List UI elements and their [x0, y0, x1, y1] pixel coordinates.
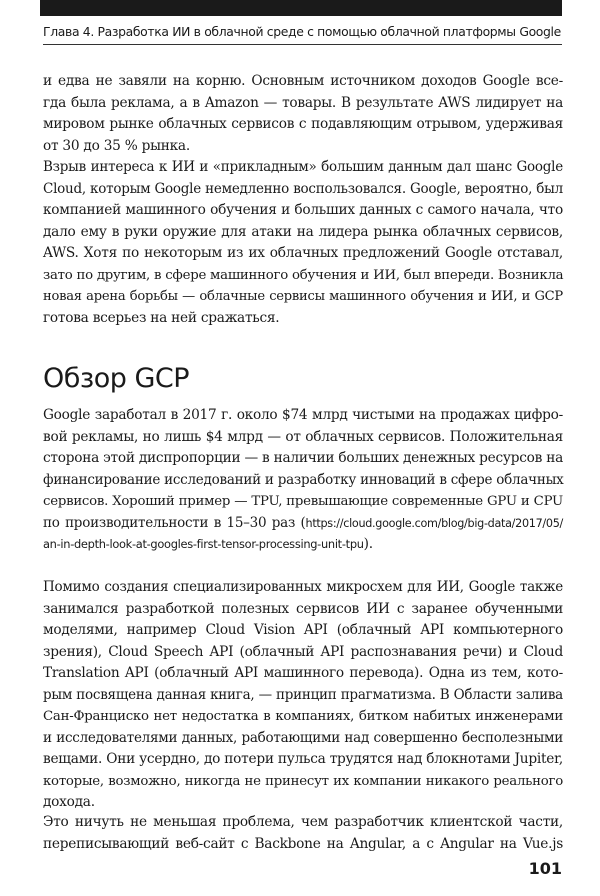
text-line: Взрыв интереса к ИИ и «прикладным» большим данным дал шанс Google — [43, 159, 563, 175]
tpu-article-link[interactable]: https://cloud.google.com/blog/big-data/2017/05/ — [305, 516, 563, 530]
text-line: и исследователями данных, работающими над совершенно бесполезными — [43, 729, 563, 746]
paragraph-4 — [43, 577, 563, 814]
text-line: вой рекламы, но лишь $4 млрд — от облачных сервисов. Положительная — [43, 428, 563, 445]
text-line: мировом рынке облачных сервисов с подавляющим отрывом, удерживая — [43, 116, 563, 132]
text-line: переписывающий веб-сайт с Backbone на Angular, а с Angular на Vue.js — [43, 835, 563, 852]
paragraph-3 — [43, 405, 563, 556]
page-number: 101 — [528, 859, 562, 878]
text-line: сервисов. Хороший пример — TPU, превышающие современные GPU и CPU — [43, 494, 563, 509]
text-line: и едва не завяли на корню. Основным источником доходов Google все- — [43, 73, 563, 89]
chapter-running-title: Глава 4. Разработка ИИ в облачной среде с помощью облачной платформы Google — [43, 24, 561, 39]
paragraph-2 — [43, 157, 563, 329]
text-line: зато по другим, в сфере машинного обучения и ИИ, был впереди. Возникла — [43, 267, 564, 283]
text-line: дохода. — [43, 794, 95, 810]
text-line: Это ничуть не меньшая проблема, чем разработчик клиентской части, — [43, 814, 563, 830]
text-line: которые, возможно, никогда не принесут их компании никакого реального — [43, 773, 563, 789]
text-line: рым посвящена данная книга, — принцип прагматизма. В Области залива — [43, 686, 563, 703]
text-line: гда была реклама, а в Amazon — товары. В результате AWS лидирует на — [43, 94, 563, 111]
text-line-with-link — [43, 534, 563, 556]
text-line: Сан-Франциско нет недостатка в компаниях, битком набитых инженерами — [43, 709, 563, 724]
text-line: Cloud, которым Google немедленно воспользовался. Google, вероятно, был — [43, 180, 563, 197]
text-line: финансирование исследований и разработку инноваций в сфере облачных — [43, 471, 564, 488]
text-line: сторона этой диспропорции — в наличии больших денежных ресурсов на — [43, 450, 563, 466]
text-line: вещами. Они усердно, до потери пульса трудятся над блокнотами Jupiter, — [43, 751, 563, 767]
text-line: зрения), Cloud Speech API (облачный API распознавания речи) и Cloud — [43, 643, 563, 660]
text-line: новая арена борьбы — облачные сервисы машинного обучения и ИИ, и GCP — [43, 289, 563, 304]
text-line: от 30 до 35 % рынка. — [43, 137, 190, 154]
text-line: Translation API (облачный API машинного перевода). Одна из тем, кото- — [43, 665, 563, 681]
header-rule — [43, 44, 562, 45]
text-line: Google заработал в 2017 г. около $74 млрд чистыми на продажах цифро- — [43, 407, 563, 423]
text-line: готова всерьез на ней сражаться. — [43, 309, 280, 326]
paragraph-1 — [43, 71, 563, 157]
text-line: дало ему в руки оружие для атаки на лидера рынка облачных сервисов, — [43, 223, 563, 240]
text-line: AWS. Хотя по некоторым из их облачных предложений Google отставал, — [43, 245, 563, 261]
text-line: моделями, например Cloud Vision API (облачный API компьютерного — [43, 622, 563, 638]
section-heading: Обзор GCP — [43, 363, 190, 394]
line-text: по производительности в 15–30 раз ( — [43, 514, 306, 531]
text-line: Помимо создания специализированных микросхем для ИИ, Google также — [43, 579, 563, 595]
paragraph-5 — [43, 812, 563, 855]
text-line-with-link — [43, 513, 563, 535]
line-text: ). — [363, 536, 373, 552]
tpu-article-link-continued[interactable]: an-in-depth-look-at-googles-first-tensor-processing-unit-tpu — [43, 537, 364, 551]
text-line: компанией машинного обучения и больших данных с самого начала, что — [43, 202, 563, 218]
header-bar — [40, 0, 562, 16]
text-line: занимался разработкой полезных сервисов ИИ с заранее обученными — [43, 600, 563, 617]
